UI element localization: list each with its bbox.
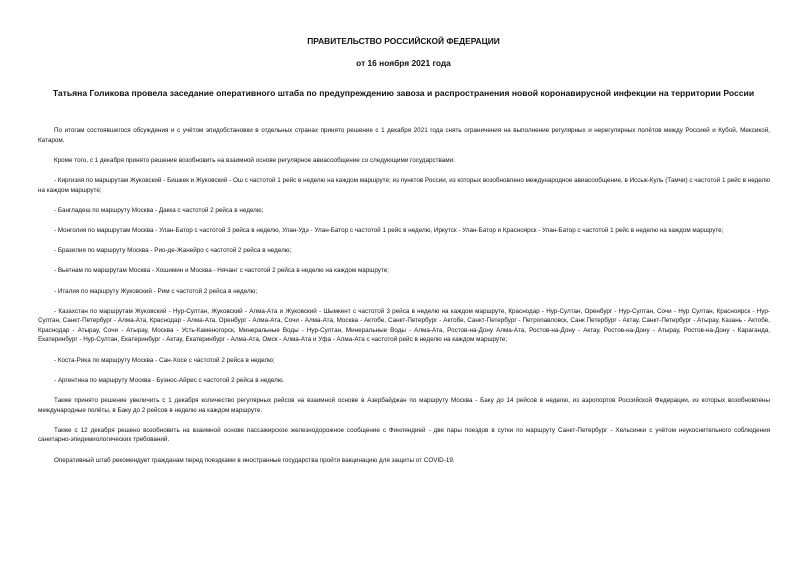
document-date: от 16 ноября 2021 года (356, 58, 451, 68)
paragraph-vaccination: Оперативный штаб рекомендует гражданам перед поездками в иностранные государства пройти вакцинацию для защиты от COVID-19. (54, 456, 455, 464)
document-body (38, 126, 770, 476)
paragraph-resume-flights: Кроме того, с 1 декабря принято решение возобновить на взаимной основе регулярное авиасообщение со следующими государствами: (54, 156, 455, 164)
paragraph-azerbaijan: Также принято решение увеличить с 1 декабря количество регулярных рейсов на взаимной основе в Азербайджан по маршруту Москва - Баку до 14 рейсов в неделю, из аэропортов Российской Федерации, из которых возобновлены международные полёты, в Баку до 2 рейсов в неделю на каждом маршруте. (38, 397, 770, 414)
list-item-vietnam: - Вьетнам по маршрутам Москва - Хошимин и Москва - Нячанг с частотой 2 рейса в неделю на каждом маршруте; (54, 267, 390, 275)
list-item-argentina: - Аргентина по маршруту Москва - Буэнос-Айрес с частотой 2 рейса в неделю. (54, 376, 285, 384)
list-item-bangladesh: - Бангладеш по маршруту Москва - Дакка с частотой 2 рейса в неделю; (54, 206, 264, 214)
list-item-italy: - Италия по маршруту Жуковский - Рим с частотой 2 рейса в неделю; (54, 287, 258, 295)
organization-heading: ПРАВИТЕЛЬСТВО РОССИЙСКОЙ ФЕДЕРАЦИИ (307, 36, 500, 46)
list-item-costa-rica: - Коста-Рика по маршруту Москва - Сан-Хосе с частотой 2 рейса в неделю; (54, 356, 275, 364)
paragraph-intro: По итогам состоявшегося обсуждения и с учётом эпидобстановки в отдельных странах принято решение с 1 декабря 2021 года снять ограничения на выполнение регулярных и нерегулярных полётов между Россией и Кубой, Мексикой, Катаром. (38, 127, 770, 144)
list-item-kyrgyzstan: - Киргизия по маршрутам Жуковский - Бишкек и Жуковский - Ош с частотой 1 рейс в неделю на каждом маршруте; из пунктов России, из которых возобновлено международное авиасообщение, в Иссык-Куль (Тамчи) с частотой 1 рейс в неделю на каждом маршруте; (38, 176, 770, 194)
list-item-kazakhstan: - Казахстан по маршрутам Жуковский - Нур-Султан, Жуковский - Алма-Ата и Жуковский - Шымкент с частотой 3 рейса в неделю на каждом маршруте, Краснодар - Нур-Султан, Оренбург - Нур-Султан, Сочи - Нур Султан, Красноярск - Нур-Султан, Санкт-Петербург - Алма-Ата, Краснодар - Алма-Ата, Оренбург - Алма-Ата, Сочи - Алма-Ата, Москва - Актобе, Санкт-Петербург - Актобе, Санкт-Петербург - Петропавловск, Санк Петербург - Актау, Санкт-Петербург - Атырау, Казань - Актобе, Краснодар - Атырау, Сочи - Атырау, Москва - Усть-Каменогорск, Минеральные Воды - Нур-Султан, Минеральные Воды - Алма-Ата, Ростов-на-Дону Алма-Ата, Ростов-на-Дону - Актау, Ростов-на-Дону - Атырау, Ростов-на-Дону - Караганда, Екатеринбург - Нур-Султан, Екатеринбург - Актау, Екатеринбург - Алма-Ата, Омск - Алма-Ата и Уфа - Алма-Ата с частотой рейс в неделю на каждом маршруте; (38, 307, 770, 344)
list-item-brazil: - Бразилия по маршруту Москва - Рио-де-Жанейро с частотой 2 рейса в неделю; (54, 247, 292, 255)
list-item-mongolia: - Монголия по маршрутам Москва - Улан-Батор с частотой 3 рейса в неделю, Улан-Удэ - Улан-Батор с частотой 1 рейс в неделю, Иркутск - Улан-Батор и Красноярск - Улан-Батор с частотой 1 рейс в неделю на каждом маршруте; (54, 226, 724, 234)
paragraph-finland-rail: Также с 12 декабря решено возобновить на взаимной основе пассажирское железнодорожное сообщение с Финляндией - две пары поездов в сутки по маршруту Санкт-Петербург - Хельсинки с учётом неукоснительного соблюдения санитарно-эпидемиологических требований. (38, 426, 770, 444)
document-headline: Татьяна Голикова провела заседание оперативного штаба по предупреждению завоза и распространения новой коронавирусной инфекции на территории России (52, 88, 755, 98)
